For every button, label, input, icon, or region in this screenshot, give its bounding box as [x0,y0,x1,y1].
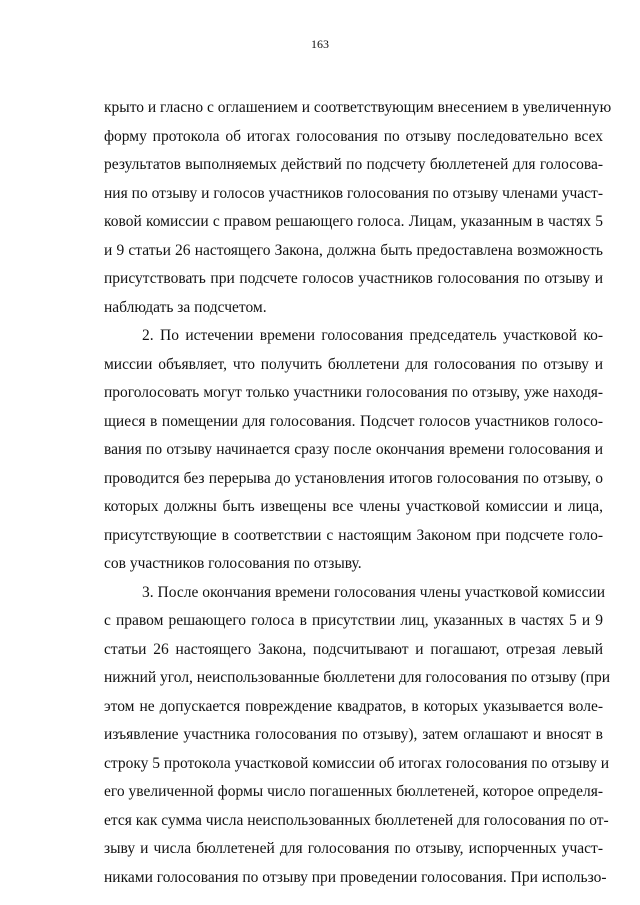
text-line: нижний угол, неиспользованные бюллетени для голосования по отзыву (при [104,669,610,686]
body-text [104,94,612,892]
text-line: строку 5 протокола участковой комиссии об итогах голосования по отзыву и [104,754,610,772]
text-line: форму протокола об итогах голосования по отзыву последовательно всех [104,127,603,145]
text-line: щиеся в помещении для голосования. Подсчет голосов участников голосо- [104,412,603,430]
text-line: которых должны быть извещены все члены участковой комиссии и лица, [104,498,603,515]
text-line: ния по отзыву и голосов участников голосования по отзыву членами участ- [104,184,603,202]
text-line: с правом решающего голоса в присутствии лиц, указанных в частях 5 и 9 [104,612,603,629]
text-line: наблюдать за подсчетом. [104,298,267,316]
text-line: присутствовать при подсчете голосов участников голосования по отзыву и [104,270,603,287]
text-line: и 9 статьи 26 настоящего Закона, должна быть предоставлена возможность [104,241,603,259]
paragraph-1 [104,94,612,322]
text-line: этом не допускается повреждение квадратов, в которых указывается воле- [104,697,603,715]
text-line: вания по отзыву начинается сразу после окончания времени голосования и [104,441,603,458]
page-number: 163 [311,37,329,51]
text-line: присутствующие в соответствии с настоящим Законом при подсчете голо- [104,526,603,544]
text-line: 3. После окончания времени голосования члены участковой комиссии [142,583,606,601]
text-line: миссии объявляет, что получить бюллетени для голосования по отзыву и [104,355,603,373]
text-line: изъявление участника голосования по отзыву), затем оглашают и вносят в [104,726,603,743]
text-line: крыто и гласно с оглашением и соответствующим внесением в увеличенную [104,99,612,116]
text-line: проголосовать могут только участники голосования по отзыву, уже находя- [104,384,603,401]
text-line: ковой комиссии с правом решающего голоса. Лицам, указанным в частях 5 [104,213,603,230]
text-line: зыву и числа бюллетеней для голосования по отзыву, испорченных участ- [104,840,603,857]
paragraph-3 [104,579,610,893]
text-line: проводится без перерыва до установления итогов голосования по отзыву, о [104,469,603,487]
text-line: его увеличенной формы число погашенных бюллетеней, которое определя- [104,783,603,800]
text-line: статьи 26 настоящего Закона, подсчитывают и погашают, отрезая левый [104,640,603,658]
text-line: ется как сумма числа неиспользованных бюллетеней для голосования по от- [104,811,609,829]
text-line: никами голосования по отзыву при проведении голосования. При использо- [104,868,607,886]
paragraph-2 [104,322,603,579]
text-line: сов участников голосования по отзыву. [104,555,362,572]
text-line: результатов выполняемых действий по подсчету бюллетеней для голосова- [104,156,603,173]
text-line: 2. По истечении времени голосования председатель участковой ко- [142,327,603,344]
